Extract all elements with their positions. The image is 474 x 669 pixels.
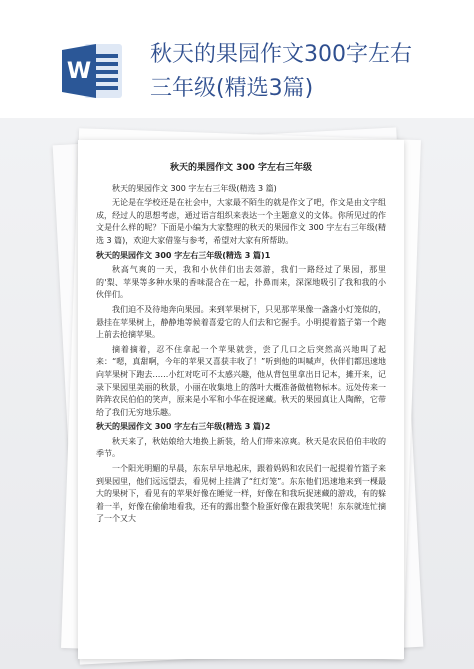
paragraph: 秋天来了，秋姑娘给大地换上新装，给人们带来凉爽。秋天是农民伯伯丰收的季节。: [96, 436, 386, 459]
doc-title: 秋天的果园作文 300 字左右三年级: [169, 163, 313, 173]
paragraph: 摘着摘着，忍不住拿起一个苹果就尝，尝了几口之后突然高兴地叫了起来：“嗯，真甜啊，今年的苹果又喜获丰收了！”听到他的叫喊声，伙伴们都迅速地向苹果树下跑去……小红对吃可不太感兴趣，他从背包里拿出日记本，摊开来，记录下果园里美丽的秋景，小丽在收集地上的落叶大概准备做植物标本。远处传来一阵阵农民伯伯的笑声，原来是小军和小华在捉迷藏。秋天的果园真让人陶醉，它带给了我们无穷地乐趣。: [96, 344, 386, 417]
title-line-2: 三年级(精选3篇): [150, 76, 314, 101]
paragraph: 无论是在学校还是在社会中，大家最不陌生的就是作文了吧，作文是由文字组成，经过人的思想考虑，通过语言组织来表达一个主题意义的文体。你所见过的作文是什么样的呢？下面是小编为大家整理的秋天的果园作文 300 字左右三年级(精选 3 篇)，欢迎大家借鉴与参考，希望对大家有所帮助。: [96, 198, 386, 245]
paragraph: 秋高气爽的一天，我和小伙伴们出去郊游，我们一路经过了果园，那里的'梨、苹果等多种水果的香味混合在一起，扑鼻而来，深深地吸引了我和我的小伙伴们。: [96, 265, 386, 300]
document-title: [150, 38, 450, 106]
paragraph: 秋天的果园作文 300 字左右三年级(精选 3 篇): [112, 183, 277, 193]
title-line-1: 秋天的果园作文300字左右: [150, 42, 412, 67]
section-heading: 秋天的果园作文 300 字左右三年级(精选 3 篇)2: [96, 422, 271, 432]
page-header: [0, 0, 474, 115]
document-page: [78, 140, 404, 659]
section-heading: 秋天的果园作文 300 字左右三年级(精选 3 篇)1: [96, 250, 271, 260]
svg-text:W: W: [66, 59, 92, 84]
paragraph: 一个阳光明媚的早晨，东东早早地起床，跟着妈妈和农民们一起提着竹篮子来到果园里，他们远远望去，看见树上挂满了“红灯笼”。东东他们迅速地来到一棵最大的果树下，看见有的苹果好像在睡觉一样，好像在和我玩捉迷藏的游戏，有的躲着一半，好像在偷偷地看我，还有的露出整个脸蛋好像在跟我笑呢！东东就连忙摘了一个又大: [96, 464, 386, 524]
word-document-icon: [62, 42, 124, 100]
paragraph: 我们迫不及待地奔向果园。来到苹果树下，只见那苹果像一盏盏小灯笼似的，悬挂在苹果树上，静静地等候着喜爱它的人们去和它握手。小明提着篮子第一个跑上前去抢摘苹果。: [96, 304, 386, 340]
document-body: [96, 162, 386, 528]
doc-blocks: [96, 183, 386, 526]
